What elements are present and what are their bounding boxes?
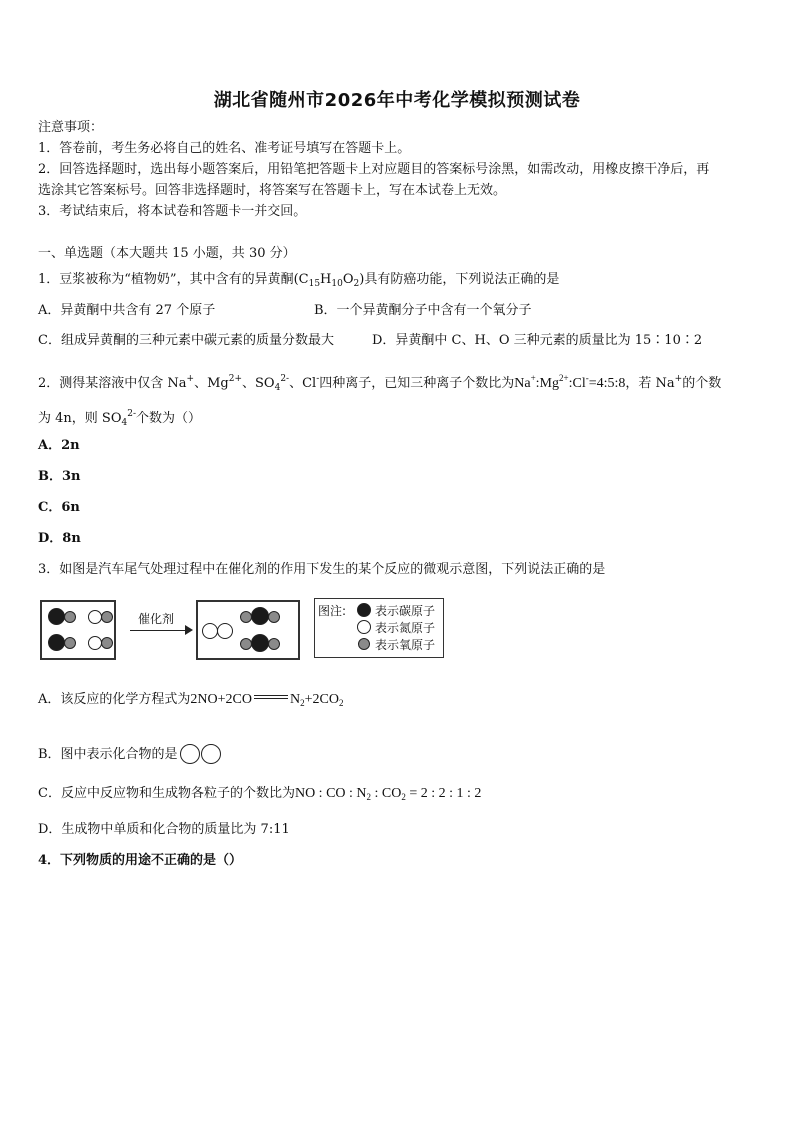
q3-equation-lhs: 2NO+2CO — [190, 692, 252, 707]
q1-stem-d: )具有防癌功能，下列说法正确的是 — [359, 272, 560, 287]
note-item-1: 1．答卷前，考生务必将自己的姓名、准考证号填写在答题卡上。 — [38, 141, 411, 156]
q2-sup-na2: + — [674, 374, 683, 384]
q3-equation-rhs-a: N — [289, 692, 301, 707]
q1-stem-a: 1．豆浆被称为“植物奶”，其中含有的异黄酮(C — [38, 272, 309, 287]
q2-option-a: A．2n — [38, 438, 80, 453]
q3-equation-sub1: 2 — [300, 698, 305, 708]
n2-molecule-icon — [180, 744, 222, 769]
q3-ratio-c: = 2 : 2 : 1 : 2 — [405, 786, 482, 801]
q2-ratio — [514, 373, 626, 391]
legend-title: 图注: — [318, 604, 347, 618]
q2-option-d: D．8n — [38, 531, 81, 546]
q3-equation — [190, 692, 343, 707]
oxygen-atom — [64, 611, 76, 623]
q2-line2-a: 为 4n，则 SO — [38, 411, 122, 426]
carbon-atom — [48, 608, 65, 625]
q2-stem-g: 的个数 — [682, 376, 722, 391]
section-heading: 一、单选题（本大题共 15 小题，共 30 分） — [38, 246, 296, 261]
q1-option-b: B．一个异黄酮分子中含有一个氧分子 — [314, 303, 532, 318]
legend-box — [314, 598, 444, 658]
q2-stem-a: 2．测得某溶液中仅含 Na — [38, 376, 187, 391]
legend-carbon-label: 表示碳原子 — [375, 604, 436, 618]
q3-ratio-sub2: 2 — [401, 792, 406, 802]
q2-line2-sup: 2- — [127, 409, 136, 419]
q3-option-a-text: A．该反应的化学方程式为 — [38, 692, 191, 707]
q3-option-c — [38, 786, 481, 805]
q2-ratio-sup2: 2+ — [559, 373, 569, 383]
q3-equation-sub2: 2 — [338, 698, 344, 708]
legend-carbon-atom — [357, 603, 371, 617]
reactants-box — [40, 600, 116, 660]
q2-option-c: C．6n — [38, 500, 80, 515]
q3-ratio-sub1: 2 — [366, 792, 372, 802]
q2-ratio-sup1: + — [530, 373, 536, 383]
q3-option-c-text: C．反应中反应物和生成物各粒子的个数比为 — [38, 786, 295, 801]
q2-stem-c: 、SO — [242, 376, 275, 391]
q4-stem: 4．下列物质的用途不正确的是（） — [38, 853, 243, 868]
reaction-arrow-head — [185, 625, 193, 635]
q2-sub-so: 4 — [274, 383, 281, 393]
q2-ratio-c: :Cl — [568, 376, 586, 391]
q1-sub-h: 10 — [331, 279, 343, 289]
note-item-2: 2．回答选择题时，选出每小题答案后，用铅笔把答题卡上对应题目的答案标号涂黑，如需改动，用橡皮擦干净后，再 — [38, 162, 710, 177]
reaction-arrow-line — [130, 630, 186, 631]
q2-sup-mg: 2+ — [228, 374, 242, 384]
q2-stem-e: 四种离子，已知三种离子个数比为 — [319, 376, 515, 391]
equation-equals-sign — [254, 695, 288, 699]
q2-sup-so: 2- — [280, 374, 290, 384]
q1-option-d: D．异黄酮中 C、H、O 三种元素的质量比为 15∶10∶2 — [372, 333, 703, 348]
products-box — [196, 600, 300, 660]
q2-option-b: B．3n — [38, 469, 81, 484]
q2-stem-d: 、Cl — [289, 376, 317, 391]
q1-stem-b: H — [320, 272, 332, 287]
q2-stem-f: ，若 Na — [625, 376, 675, 391]
notes-heading: 注意事项： — [38, 120, 104, 135]
q1-option-c: C．组成异黄酮的三种元素中碳元素的质量分数最大 — [38, 333, 334, 348]
legend-oxygen-label: 表示氧原子 — [375, 638, 436, 652]
q1-stem-c: O — [342, 272, 354, 287]
catalyst-label: 催化剂 — [138, 612, 175, 626]
q2-ratio-d: =4:5:8 — [588, 376, 626, 391]
nitrogen-atom — [217, 623, 233, 639]
carbon-atom — [251, 634, 269, 652]
q2-stem-line2 — [38, 406, 201, 431]
q3-option-d: D．生成物中单质和化合物的质量比为 7:11 — [38, 822, 290, 837]
q3-option-a — [38, 692, 343, 711]
q1-sub-c: 15 — [308, 279, 321, 289]
q2-ratio-b: :Mg — [535, 376, 560, 391]
q2-stem-b: 、Mg — [194, 376, 229, 391]
nitrogen-atom — [88, 610, 102, 624]
q2-sup-na: + — [186, 374, 195, 384]
page-title: 湖北省随州市2026年中考化学模拟预测试卷 — [213, 90, 581, 111]
q3-ratio — [295, 786, 481, 801]
oxygen-atom — [101, 611, 113, 623]
oxygen-atom — [268, 638, 280, 650]
oxygen-atom — [268, 611, 280, 623]
legend-nitrogen-atom — [357, 620, 371, 634]
q2-ratio-sup3: - — [585, 373, 589, 383]
carbon-atom — [251, 607, 269, 625]
q1-sub-o: 2 — [353, 279, 360, 289]
q1-stem — [38, 272, 559, 292]
q3-ratio-a: NO : CO : N — [294, 786, 367, 801]
q2-sup-cl: - — [316, 374, 320, 384]
q3-stem: 3．如图是汽车尾气处理过程中在催化剂的作用下发生的某个反应的微观示意图，下列说法正确的是 — [38, 562, 606, 577]
reaction-diagram — [40, 598, 450, 662]
q2-line2-b: 个数为（） — [136, 411, 202, 426]
note-item-2-cont: 选涂其它答案标号。回答非选择题时，将答案写在答题卡上，写在本试卷上无效。 — [38, 183, 507, 198]
oxygen-atom — [101, 637, 113, 649]
q1-option-a: A．异黄酮中共含有 27 个原子 — [38, 303, 216, 318]
q2-line2-sub: 4 — [121, 418, 128, 428]
q3-equation-rhs-b: +2CO — [304, 692, 339, 707]
legend-nitrogen-label: 表示氮原子 — [375, 621, 436, 635]
note-item-3: 3．考试结束后，将本试卷和答题卡一并交回。 — [38, 204, 307, 219]
nitrogen-atom — [202, 623, 218, 639]
q3-ratio-b: : CO — [371, 786, 402, 801]
carbon-atom — [48, 634, 65, 651]
q2-ratio-a: Na — [514, 376, 531, 391]
nitrogen-atom — [88, 636, 102, 650]
oxygen-atom — [64, 637, 76, 649]
q2-stem — [38, 370, 721, 396]
legend-oxygen-atom — [358, 638, 370, 650]
q3-option-b — [38, 744, 222, 769]
q3-option-b-text: B．图中表示化合物的是 — [38, 747, 178, 762]
